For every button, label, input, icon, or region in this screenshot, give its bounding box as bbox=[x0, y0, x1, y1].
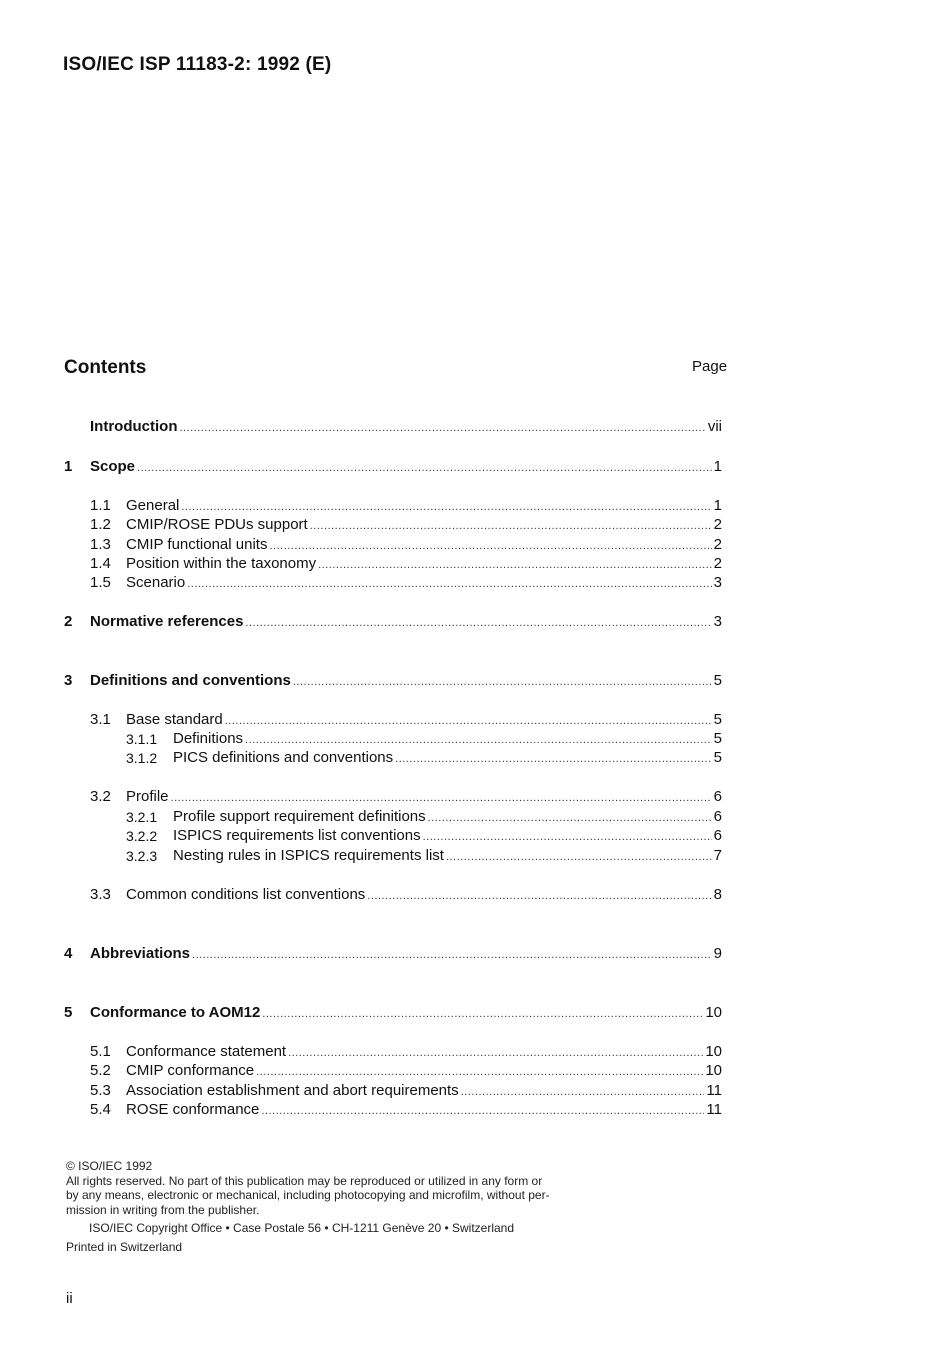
toc-entry-number: 3.3 bbox=[90, 886, 111, 903]
toc-entry[interactable] bbox=[0, 457, 722, 477]
toc-entry[interactable] bbox=[0, 1081, 722, 1101]
toc-entry-title: Association establishment and abort requirements bbox=[126, 1082, 459, 1099]
toc-entry-number: 1 bbox=[64, 458, 73, 475]
toc-leader-dots bbox=[245, 730, 712, 750]
toc-leader-dots bbox=[293, 672, 712, 692]
toc-entry-title: Profile support requirement definitions bbox=[173, 808, 426, 825]
rights-line-3: mission in writing from the publisher. bbox=[66, 1202, 260, 1217]
toc-entry-page: 8 bbox=[713, 886, 722, 903]
toc-entry-title: PICS definitions and conventions bbox=[173, 749, 394, 766]
rights-line-2: by any means, electronic or mechanical, including photocopying and microfilm, without per- bbox=[66, 1188, 550, 1202]
toc-entry-page: 6 bbox=[713, 788, 722, 805]
toc-entry-number: 3.2.1 bbox=[126, 809, 158, 825]
toc-entry[interactable] bbox=[0, 846, 722, 866]
toc-entry[interactable] bbox=[0, 554, 722, 574]
toc-entry-page: 2 bbox=[713, 536, 722, 553]
toc-entry-title: Scope bbox=[90, 458, 136, 475]
copyright-line: © ISO/IEC 1992 bbox=[66, 1159, 153, 1173]
toc-entry[interactable] bbox=[0, 573, 722, 593]
toc-entry[interactable] bbox=[0, 671, 722, 691]
toc-entry-title: ISPICS requirements list conventions bbox=[173, 827, 421, 844]
toc-leader-dots bbox=[395, 749, 712, 769]
toc-entry-page: 5 bbox=[713, 730, 722, 747]
toc-entry-page: 11 bbox=[706, 1082, 722, 1099]
toc-entry[interactable] bbox=[0, 710, 722, 730]
toc-entry-number: 3.1.1 bbox=[126, 731, 158, 747]
toc-leader-dots bbox=[461, 1082, 705, 1102]
toc-leader-dots bbox=[245, 613, 711, 633]
toc-entry-page: 1 bbox=[713, 458, 722, 475]
toc-leader-dots bbox=[181, 497, 711, 517]
toc-leader-dots bbox=[310, 516, 712, 536]
toc-entry-number: 1.4 bbox=[90, 555, 111, 572]
page-column-label: Page bbox=[692, 358, 728, 375]
toc-entry-number: 3.2 bbox=[90, 788, 111, 805]
toc-entry[interactable] bbox=[0, 885, 722, 905]
toc-leader-dots bbox=[367, 886, 711, 906]
toc-entry[interactable] bbox=[0, 1042, 722, 1062]
toc-entry[interactable] bbox=[0, 612, 722, 632]
toc-entry-page: 3 bbox=[713, 574, 722, 591]
toc-leader-dots bbox=[262, 1004, 703, 1024]
toc-leader-dots bbox=[446, 847, 712, 867]
toc-leader-dots bbox=[192, 945, 712, 965]
toc-entry[interactable] bbox=[0, 748, 722, 768]
copyright-office: ISO/IEC Copyright Office • Case Postale 56 • CH-1211 Genève 20 • Switzerland bbox=[89, 1221, 515, 1235]
copyright-notice bbox=[66, 1159, 626, 1254]
toc-entry-title: Conformance to AOM12 bbox=[90, 1004, 261, 1021]
toc-entry-number: 3.1 bbox=[90, 711, 111, 728]
toc-entry-number: 1.2 bbox=[90, 516, 111, 533]
toc-entry[interactable] bbox=[0, 1100, 722, 1120]
toc-leader-dots bbox=[288, 1043, 703, 1063]
toc-entry[interactable] bbox=[0, 787, 722, 807]
toc-entry-title: Common conditions list conventions bbox=[126, 886, 366, 903]
toc-entry-page: 2 bbox=[713, 516, 722, 533]
toc-entry[interactable] bbox=[0, 535, 722, 555]
toc-entry-number: 5.3 bbox=[90, 1082, 111, 1099]
toc-entry-title: Introduction bbox=[90, 418, 178, 435]
document-id-header: ISO/IEC ISP 11183-2: 1992 (E) bbox=[63, 54, 332, 75]
toc-leader-dots bbox=[318, 555, 712, 575]
toc-entry-title: Definitions bbox=[173, 730, 244, 747]
toc-entry-number: 4 bbox=[64, 945, 73, 962]
toc-entry-page: 7 bbox=[713, 847, 722, 864]
toc-leader-dots bbox=[171, 788, 712, 808]
toc-entry-title: Definitions and conventions bbox=[90, 672, 291, 689]
toc-entry[interactable] bbox=[0, 496, 722, 516]
toc-entry-number: 1.5 bbox=[90, 574, 111, 591]
toc-entry-title: CMIP conformance bbox=[126, 1062, 255, 1079]
toc-entry-title: CMIP functional units bbox=[126, 536, 268, 553]
toc-entry-number: 5.2 bbox=[90, 1062, 111, 1079]
toc-entry-number: 1.1 bbox=[90, 497, 111, 514]
toc-entry-number: 3.2.3 bbox=[126, 848, 158, 864]
toc-entry-page: 1 bbox=[713, 497, 722, 514]
toc-entry-page: 5 bbox=[713, 672, 722, 689]
toc-entry-number: 3.2.2 bbox=[126, 828, 158, 844]
toc-leader-dots bbox=[423, 827, 712, 847]
toc-entry-page: 3 bbox=[713, 613, 722, 630]
contents-title: Contents bbox=[64, 357, 147, 378]
toc-entry-title: Profile bbox=[126, 788, 169, 805]
toc-entry-page: 5 bbox=[713, 711, 722, 728]
toc-entry-page: vii bbox=[707, 418, 722, 435]
toc-leader-dots bbox=[261, 1101, 704, 1121]
toc-leader-dots bbox=[179, 418, 705, 438]
toc-entry-page: 9 bbox=[713, 945, 722, 962]
toc-entry-page: 5 bbox=[713, 749, 722, 766]
toc-entry-title: General bbox=[126, 497, 180, 514]
toc-entry-title: Base standard bbox=[126, 711, 223, 728]
toc-entry-number: 5.4 bbox=[90, 1101, 111, 1118]
page-number: ii bbox=[66, 1290, 73, 1307]
toc-entry-number: 5 bbox=[64, 1004, 73, 1021]
toc-entry-page: 2 bbox=[713, 555, 722, 572]
toc-entry-title: Normative references bbox=[90, 613, 244, 630]
toc-entry-page: 10 bbox=[705, 1043, 722, 1060]
toc-leader-dots bbox=[187, 574, 711, 594]
toc-entry-number: 2 bbox=[64, 613, 73, 630]
toc-entry-title: Conformance statement bbox=[126, 1043, 287, 1060]
toc-entry-page: 10 bbox=[705, 1004, 722, 1021]
toc-entry-number: 1.3 bbox=[90, 536, 111, 553]
toc-entry-page: 6 bbox=[713, 808, 722, 825]
toc-leader-dots bbox=[225, 711, 712, 731]
toc-entry[interactable] bbox=[0, 944, 722, 964]
toc-entry-number: 3.1.2 bbox=[126, 750, 158, 766]
toc-entry-page: 11 bbox=[706, 1101, 722, 1118]
toc-entry[interactable] bbox=[0, 826, 722, 846]
toc-leader-dots bbox=[428, 808, 712, 828]
toc-entry[interactable] bbox=[0, 729, 722, 749]
toc-entry[interactable] bbox=[0, 1003, 722, 1023]
toc-entry-title: ROSE conformance bbox=[126, 1101, 260, 1118]
toc-entry[interactable] bbox=[0, 515, 722, 535]
toc-entry-title: Nesting rules in ISPICS requirements list bbox=[173, 847, 444, 864]
toc-entry-title: Abbreviations bbox=[90, 945, 191, 962]
toc-leader-dots bbox=[256, 1062, 703, 1082]
toc-entry[interactable] bbox=[0, 807, 722, 827]
toc-entry-number: 3 bbox=[64, 672, 73, 689]
printed-in: Printed in Switzerland bbox=[66, 1239, 183, 1254]
toc-entry[interactable] bbox=[0, 417, 722, 437]
toc-leader-dots bbox=[137, 458, 712, 478]
toc-entry[interactable] bbox=[0, 1061, 722, 1081]
toc-entry-title: CMIP/ROSE PDUs support bbox=[126, 516, 308, 533]
rights-line-1: All rights reserved. No part of this publication may be reproduced or utilized in any form or bbox=[66, 1173, 543, 1188]
toc-entry-page: 6 bbox=[713, 827, 722, 844]
toc-entry-title: Scenario bbox=[126, 574, 186, 591]
toc-entry-page: 10 bbox=[705, 1062, 722, 1079]
toc-entry-number: 5.1 bbox=[90, 1043, 111, 1060]
toc-leader-dots bbox=[269, 536, 711, 556]
toc-entry-title: Position within the taxonomy bbox=[126, 555, 317, 572]
